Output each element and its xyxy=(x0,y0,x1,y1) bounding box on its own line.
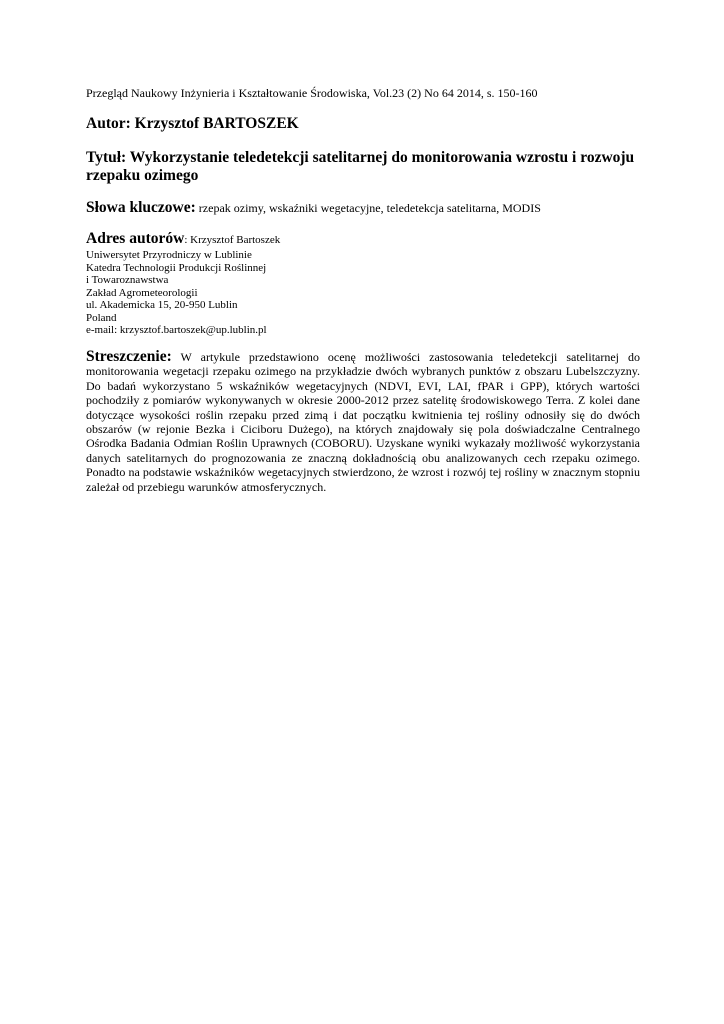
address-unit: Zakład Agrometeorologii xyxy=(86,286,198,299)
address-department-cont: i Towaroznawstwa xyxy=(86,274,169,286)
author-address xyxy=(86,230,640,337)
abstract xyxy=(86,350,640,494)
keywords xyxy=(86,199,640,217)
abstract-text: W artykule przedstawiono ocenę możliwości zastosowania teledetekcji satelitarnej do monitorowania wegetacji rzepaku ozimego na przykładzie dwóch wybranych punktów z obszaru Lubelszczyzny. Do badań wykorzystano 5 wskaźników wegetacyjnych (NDVI, EVI, LAI, fPAR i GPP), których wartości pochodziły z pomiarów wykonywanych w okresie 2000-2012 przez satelitę środowiskowego Terra. Z kolei dane dotyczące wysokości roślin rzepaku przed zimą i dat początku kwitnienia tej rośliny odnosiły się do dwóch obszarów (w rejonie Bezka i Ciciboru Dużego), na których znajdowały się pola doświadczalne Centralnego Ośrodka Badania Odmian Roślin Uprawnych (COBORU). Uzyskane wyniki wykazały możliwość wykorzystania danych satelitarnych do prognozowania ze znaczną dokładnością obu analizowanych cech rzepaku ozimego. Ponadto na podstawie wskaźników wegetacyjnych stwierdzono, że wzrost i rozwój tej rośliny w znacznym stopniu zależał od przebiegu warunków atmosferycznych. xyxy=(86,350,640,494)
keywords-text: rzepak ozimy, wskaźniki wegetacyjne, teledetekcja satelitarna, MODIS xyxy=(195,201,541,215)
address-country: Poland xyxy=(86,311,117,324)
abstract-label: Streszczenie: xyxy=(86,348,172,365)
author-heading: Autor: Krzysztof BARTOSZEK xyxy=(86,115,299,132)
address-university: Uniwersytet Przyrodniczy w Lublinie xyxy=(86,249,252,261)
address-street: ul. Akademicka 15, 20-950 Lublin xyxy=(86,299,238,311)
paper-title: Tytuł: Wykorzystanie teledetekcji satelitarnej do monitorowania wzrostu i rozwoju rzepaku ozimego xyxy=(86,149,635,184)
journal-citation: Przegląd Naukowy Inżynieria i Kształtowanie Środowiska, Vol.23 (2) No 64 2014, s. 150-160 xyxy=(86,86,538,100)
address-department: Katedra Technologii Produkcji Roślinnej xyxy=(86,261,267,274)
address-email: e-mail: krzysztof.bartoszek@up.lublin.pl xyxy=(86,324,267,336)
keywords-label: Słowa kluczowe: xyxy=(86,199,196,216)
address-label: Adres autorów xyxy=(86,230,185,247)
address-heading xyxy=(86,230,640,249)
address-author-name: : Krzysztof Bartoszek xyxy=(184,234,281,246)
